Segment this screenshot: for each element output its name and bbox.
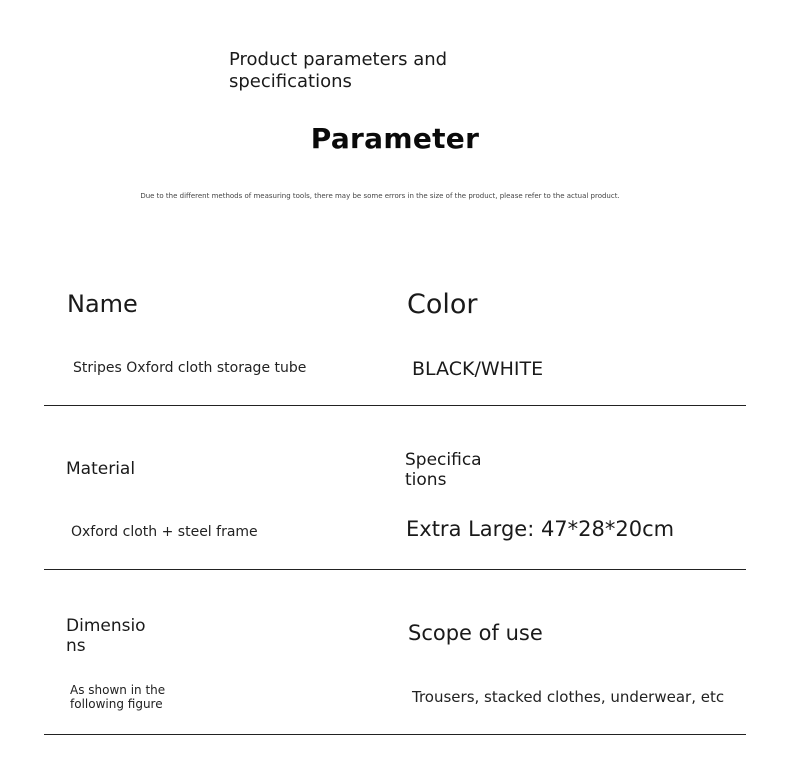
row-divider bbox=[44, 405, 746, 406]
scope-label: Scope of use bbox=[408, 621, 543, 645]
material-label: Material bbox=[66, 459, 136, 479]
page-title: Parameter bbox=[310, 122, 480, 155]
material-value: Oxford cloth + steel frame bbox=[71, 524, 258, 540]
specifications-value: Extra Large: 47*28*20cm bbox=[406, 517, 675, 541]
measurement-note: Due to the different methods of measuring tools, there may be some errors in the size of the product, please refer to the actual product. bbox=[140, 192, 620, 200]
scope-value: Trousers, stacked clothes, underwear, etc bbox=[412, 688, 725, 706]
dimensions-label: Dimensio ns bbox=[66, 616, 146, 656]
color-value: BLACK/WHITE bbox=[412, 358, 544, 380]
row-divider bbox=[44, 734, 746, 735]
specifications-label: Specifica tions bbox=[405, 450, 482, 490]
dimensions-value: As shown in the following figure bbox=[70, 683, 166, 711]
color-label: Color bbox=[407, 289, 478, 320]
name-label: Name bbox=[67, 290, 138, 318]
name-value: Stripes Oxford cloth storage tube bbox=[73, 360, 307, 376]
row-divider bbox=[44, 569, 746, 570]
page-subtitle: Product parameters and specifications bbox=[229, 49, 448, 92]
